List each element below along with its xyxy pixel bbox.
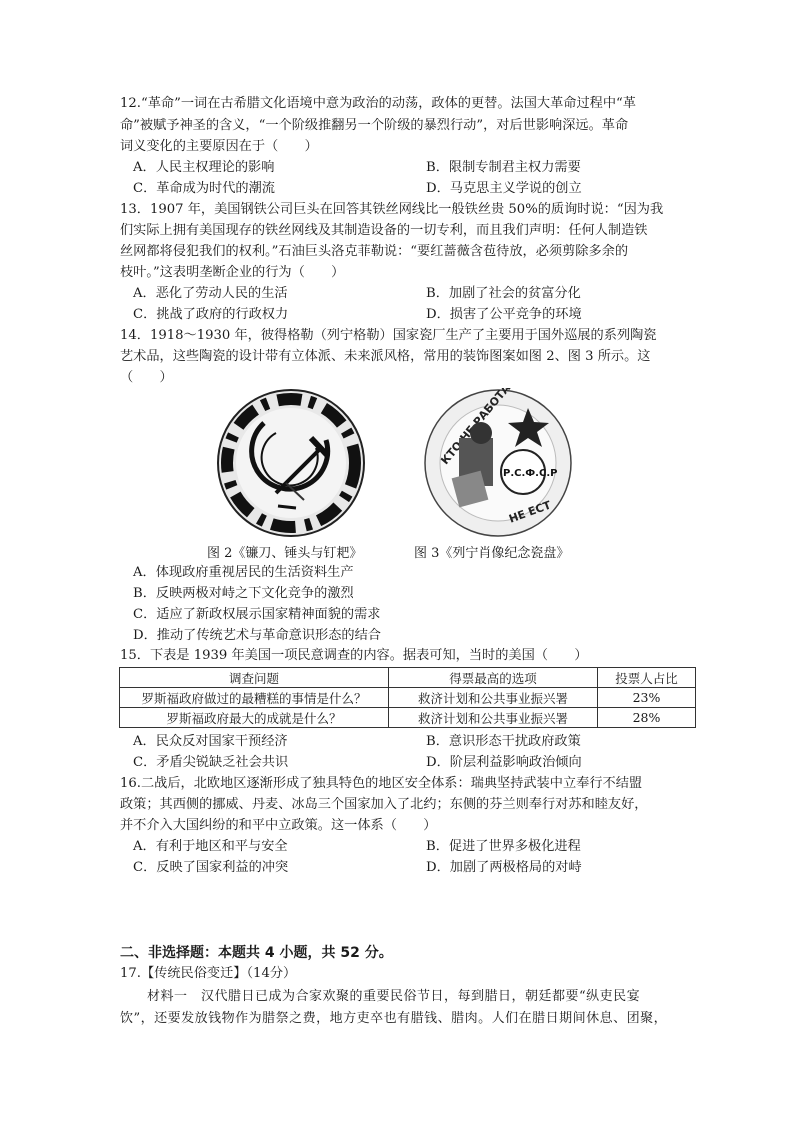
table-row bbox=[120, 688, 696, 708]
q12-option-a: A．人民主权理论的影响 bbox=[133, 160, 275, 175]
table-row bbox=[120, 708, 696, 728]
q12-line-2: 命”被赋予神圣的含义，“一个阶级推翻另一个阶级的暴烈行动”，对后世影响深远。革命 bbox=[120, 118, 629, 133]
q13-option-a: A．恶化了劳动人民的生活 bbox=[133, 286, 288, 301]
q16-option-c: C．反映了国家利益的冲突 bbox=[133, 860, 289, 875]
table-cell: 23% bbox=[598, 688, 696, 708]
q15-option-c: C．矛盾尖锐缺乏社会共识 bbox=[133, 755, 289, 770]
q15-option-b: B．意识形态干扰政府政策 bbox=[426, 734, 581, 749]
q16-line-3: 并不介入大国纠纷的和平中立政策。这一体系（ ） bbox=[120, 818, 437, 833]
q14-option-a: A．体现政府重视居民的生活资料生产 bbox=[133, 565, 354, 580]
q12-option-c: C．革命成为时代的潮流 bbox=[133, 181, 275, 196]
q16-line-1: 16.二战后，北欧地区逐渐形成了独具特色的地区安全体系：瑞典坚持武装中立奉行不结盟 bbox=[120, 776, 643, 791]
table-cell: 28% bbox=[598, 708, 696, 728]
q14-option-c: C．适应了新政权展示国家精神面貌的需求 bbox=[133, 607, 381, 622]
q16-option-b: B．促进了世界多极化进程 bbox=[426, 839, 581, 854]
q12-option-b: B．限制专制君主权力需要 bbox=[426, 160, 581, 175]
q13-option-d: D．损害了公平竞争的环境 bbox=[426, 307, 582, 322]
fig2-plate-image bbox=[216, 388, 366, 538]
q13-line-1: 13．1907 年，美国钢铁公司巨头在回答其铁丝网线比一般铁丝贵 50%的质询时说：“因为我 bbox=[120, 202, 664, 217]
q15-option-d: D．阶层利益影响政治倾向 bbox=[426, 755, 582, 770]
q16-option-d: D．加剧了两极格局的对峙 bbox=[426, 860, 582, 875]
q14-option-d: D．推动了传统艺术与革命意识形态的结合 bbox=[133, 628, 381, 643]
q13-line-4: 枝叶。”这表明垄断企业的行为（ ） bbox=[120, 265, 345, 280]
table-cell: 罗斯福政府做过的最糟糕的事情是什么？ bbox=[120, 688, 389, 708]
q13-option-c: C．挑战了政府的行政权力 bbox=[133, 307, 289, 322]
q15-line-1: 15．下表是 1939 年美国一项民意调查的内容。据表可知，当时的美国（ ） bbox=[120, 648, 588, 663]
section-title: 二、非选择题：本题共 4 小题，共 52 分。 bbox=[120, 945, 393, 961]
fig3-plate-image bbox=[423, 388, 573, 538]
q13-line-2: 们实际上拥有美国现存的铁丝网线及其制造设备的一切专利，而且我们声明：任何人制造铁 bbox=[120, 223, 648, 238]
q14-option-b: B．反映两极对峙之下文化竞争的激烈 bbox=[133, 586, 354, 601]
q12-line-1: 12.“革命”一词在古希腊文化语境中意为政治的动荡，政体的更替。法国大革命过程中“革 bbox=[120, 96, 636, 111]
q15-option-a: A．民众反对国家干预经济 bbox=[133, 734, 288, 749]
fig3-plate-text-mid: Р.С.Ф.С.Р bbox=[503, 468, 558, 479]
table-cell: 救济计划和公共事业振兴署 bbox=[389, 708, 598, 728]
fig3-caption: 图 3《列宁肖像纪念瓷盘》 bbox=[414, 546, 570, 561]
fig3-plate-text-bottom: НЕ ЕСТ bbox=[507, 498, 553, 526]
q17-title: 17.【传统民俗变迁】（14分） bbox=[120, 966, 297, 981]
table-cell: 救济计划和公共事业振兴署 bbox=[389, 688, 598, 708]
table-header-cell: 投票人占比 bbox=[598, 668, 696, 688]
q14-line-3: （ ） bbox=[120, 370, 173, 385]
q14-line-1: 14．1918～1930 年，彼得格勒（列宁格勒）国家瓷厂生产了主要用于国外巡展的系列陶瓷 bbox=[120, 328, 657, 343]
fig3-plate-text-top: КТО НЕ РАБОТАЕТ bbox=[438, 388, 523, 468]
table-cell: 罗斯福政府最大的成就是什么？ bbox=[120, 708, 389, 728]
survey-table bbox=[119, 667, 696, 728]
q12-option-d: D．马克思主义学说的创立 bbox=[426, 181, 582, 196]
table-header-cell: 调查问题 bbox=[120, 668, 389, 688]
q16-option-a: A．有利于地区和平与安全 bbox=[133, 839, 288, 854]
q16-line-2: 政策；其西侧的挪威、丹麦、冰岛三个国家加入了北约；东侧的芬兰则奉行对苏和睦友好， bbox=[120, 797, 648, 812]
q14-line-2: 艺术品，这些陶瓷的设计带有立体派、未来派风格，常用的装饰图案如图 2、图 3 所示。这 bbox=[120, 349, 651, 364]
table-header-cell: 得票最高的选项 bbox=[389, 668, 598, 688]
q12-line-3: 词义变化的主要原因在于（ ） bbox=[120, 139, 318, 154]
material-line-2: 饮”，还要发放钱物作为腊祭之费，地方吏卒也有腊钱、腊肉。人们在腊日期间休息、团聚， bbox=[120, 1011, 668, 1026]
q13-option-b: B．加剧了社会的贫富分化 bbox=[426, 286, 581, 301]
fig2-caption: 图 2《镰刀、锤头与钉耙》 bbox=[207, 546, 363, 561]
material-line-1: 材料一 汉代腊日已成为合家欢聚的重要民俗节日，每到腊日，朝廷都要“纵吏民宴 bbox=[147, 989, 641, 1004]
table-header-row bbox=[120, 668, 696, 688]
q13-line-3: 丝网都将侵犯我们的权利。”石油巨头洛克菲勒说：“要红蔷薇含苞待放，必须剪除多余的 bbox=[120, 244, 629, 259]
